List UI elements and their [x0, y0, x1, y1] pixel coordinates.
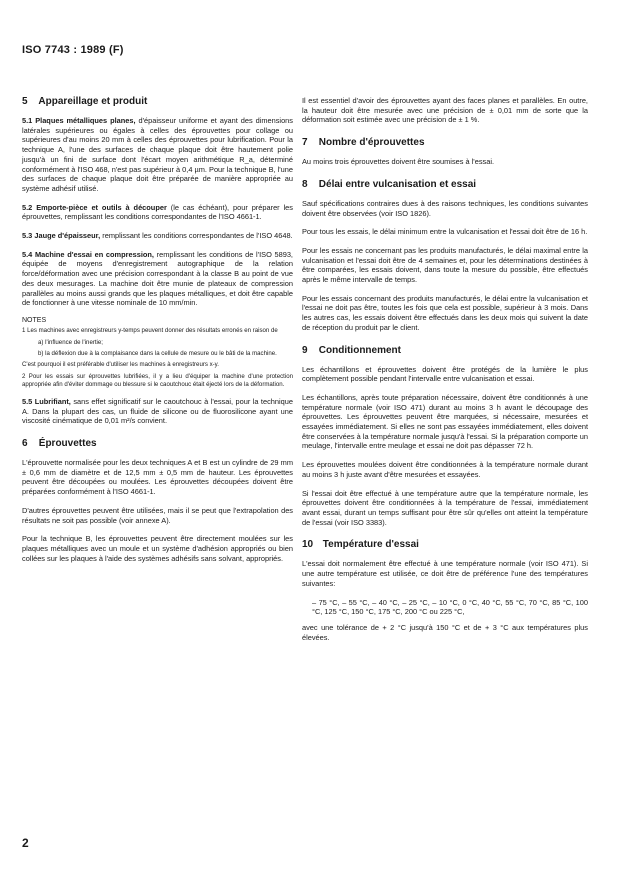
section-6-paragraph-3: Pour la technique B, les éprouvettes peuvent être directement moulées sur les plaques métalliques avec un moule et un système d'adhésion appropriés ou bien collées sur les plaques à l'aide des systèmes adhésifs sans solvant, appropriés. — [22, 534, 293, 563]
note-1-a: a) l'influence de l'inertie; — [38, 338, 103, 346]
notes-block — [22, 317, 293, 389]
clause-5-1: 5.1 Plaques métalliques planes, d'épaisseur uniforme et ayant des dimensions latérales supérieures ou égales à celles des éprouvettes pour collage ou supérieures d'au moins 20 mm à celles des éprouvettes pour lubrification. Pour la technique A, l'une des surfaces de chaque plaque doit être hautement polie jusqu'à un fini de surface dont l'écart moyen arithmétique R_a, déterminé conformément à l'ISO 468, n'est pas supérieur à 0,4 µm. Pour la technique B, l'une des surfaces de chaque plaque doit être préparée de manière appropriée au système adhésif utilisé. — [22, 116, 294, 193]
preferred-temperatures-list: – 75 °C, – 55 °C, – 40 °C, – 25 °C, – 10 °C, 0 °C, 40 °C, 55 °C, 70 °C, 85 °C, 100 °C, 125 °C, 150 °C, 175 °C, 200 °C ou 225 °C, — [312, 597, 588, 617]
section-9-paragraph-2: Les échantillons, après toute préparation nécessaire, doivent être conditionnés à une température normale (voir ISO 471) durant au moins 3 h avant le découpage des éprouvettes. Les éprouvettes peuvent être marquées, si nécessaire, mesurées et essayées immédiatement. Si elles ne sont pas essayées immédiatement, elles doivent être conservées à la température normale jusqu'à l'essai. Si la préparation comporte un meulage, l'intervalle entre meulage et essai ne doit pas dépasser 72 h. — [302, 392, 588, 451]
section-7-paragraph: Au moins trois éprouvettes doivent être soumises à l'essai. — [302, 157, 495, 167]
document-header: ISO 7743 : 1989 (F) — [22, 44, 124, 56]
note-1-b: b) la déflexion due à la complaisance dans la cellule de mesure ou le bâti de la machine. — [38, 349, 277, 357]
page-number: 2 — [22, 836, 29, 850]
section-8-paragraph-1: Sauf spécifications contraires dues à des raisons techniques, les conditions suivantes doivent être observées (voir ISO 1826). — [302, 198, 588, 218]
note-1-conclusion: C'est pourquoi il est préférable d'utiliser les machines à enregistreurs x-y. — [22, 360, 219, 368]
section-9-paragraph-3: Les éprouvettes moulées doivent être conditionnées à la température normale durant au moins 3 h juste avant d'être mesurées et essayées. — [302, 460, 588, 479]
section-8-paragraph-3: Pour les essais ne concernant pas les produits manufacturés, le délai maximal entre la vulcanisation et l'essai doit être de 4 semaines et, pour les déterminations destinées à être comparées, les essais doivent, dans toute la mesure du possible, être effectués après le même intervalle de temps. — [302, 245, 588, 285]
note-2: 2 Pour les essais sur éprouvettes lubrifiées, il y a lieu d'équiper la machine d'une protection appropriée afin d'éviter dommage ou blessure si le caoutchouc était éjecté lors de la déformation. — [22, 372, 293, 388]
right-column — [302, 96, 588, 651]
section-8-paragraph-4: Pour les essais concernant des produits manufacturés, le délai entre la vulcanisation et l'essai ne doit pas être, toutes les fois que cela est possible, supérieur à 3 mois. Dans les autres cas, les essais doivent être effectués dans les deux mois qui suivent la date de réception du produit par le client. — [302, 293, 588, 332]
notes-title: NOTES — [22, 316, 47, 324]
clause-5-2: 5.2 Emporte-pièce et outils à découper (le cas échéant), pour préparer les éprouvettes, remplissant les conditions correspondantes de l'ISO 4661-1. — [22, 202, 293, 222]
specimen-flatness-paragraph: Il est essentiel d'avoir des éprouvettes ayant des faces planes et parallèles. En outre, la hauteur doit être mesurée avec une précision de ± 0,01 mm de sorte que la déformation soit estimée avec une précision de ± 1 %. — [302, 96, 588, 125]
section-9-paragraph-4: Si l'essai doit être effectué à une température autre que la température normale, les éprouvettes doivent être conditionnées à la température de l'essai, immédiatement avant essai, durant un temps suffisant pour être sûr qu'elles ont atteint la température de l'essai (voir ISO 3383). — [302, 488, 588, 527]
clause-5-5: 5.5 Lubrifiant, sans effet significatif sur le caoutchouc à l'essai, pour la technique A. Dans la plupart des cas, un fluide de silicone ou de fluorosilicone ayant une viscosité cinématique de 0,01 m²/s convient. — [22, 396, 293, 426]
section-8-heading: 8 Délai entre vulcanisation et essai — [302, 178, 477, 190]
section-8-paragraph-2: Pour tous les essais, le délai minimum entre la vulcanisation et l'essai doit être de 16 h. — [302, 227, 588, 237]
section-10-paragraph-1: L'essai doit normalement être effectué à une température normale (voir ISO 471). Si une autre température est utilisée, ce doit être de préférence l'une des températures suivantes: — [302, 559, 588, 588]
section-5-heading: 5 Appareillage et produit — [22, 96, 148, 107]
section-7-heading: 7 Nombre d'éprouvettes — [302, 137, 425, 149]
note-1: 1 Les machines avec enregistreurs y-temps peuvent donner des résultats erronés en raison de — [22, 326, 278, 334]
section-6-paragraph-2: D'autres éprouvettes peuvent être utilisées, mais il se peut que l'extrapolation des résultats ne soit pas possible (voir annexe A). — [22, 505, 293, 525]
section-9-heading: 9 Conditionnement — [302, 344, 401, 356]
left-column — [22, 96, 293, 572]
section-6-paragraph-1: L'éprouvette normalisée pour les deux techniques A et B est un cylindre de 29 mm ± 0,6 mm de diamètre et de 12,5 mm ± 0,5 mm de hauteur. Les éprouvettes peuvent être découpées ou moulées. Les éprouvettes découpées doivent être préparées conformément à l'ISO 4661-1. — [22, 458, 293, 497]
section-10-heading: 10 Température d'essai — [302, 539, 419, 551]
section-10-paragraph-2: avec une tolérance de + 2 °C jusqu'à 150 °C et de + 3 °C aux températures plus élevées. — [302, 622, 588, 642]
clause-5-4: 5.4 Machine d'essai en compression, remplissant les conditions de l'ISO 5893, équipée de moyens d'enregistrement autographique de la relation force/déformation avec une précision correspondant à la classe B au point de vue des deux mesurages. La machine doit être munie de plateaux de compression parallèles au moins aussi grands que les plaques métalliques, et doit être capable de fonctionner à une vitesse nominale de 10 mm/min. — [22, 249, 293, 308]
clause-5-3: 5.3 Jauge d'épaisseur, remplissant les conditions correspondantes de l'ISO 4648. — [22, 231, 293, 241]
section-9-paragraph-1: Les échantillons et éprouvettes doivent être protégés de la lumière le plus complètement possible pendant l'intervalle entre vulcanisation et essai. — [302, 364, 588, 384]
section-6-heading: 6 Éprouvettes — [22, 438, 97, 450]
